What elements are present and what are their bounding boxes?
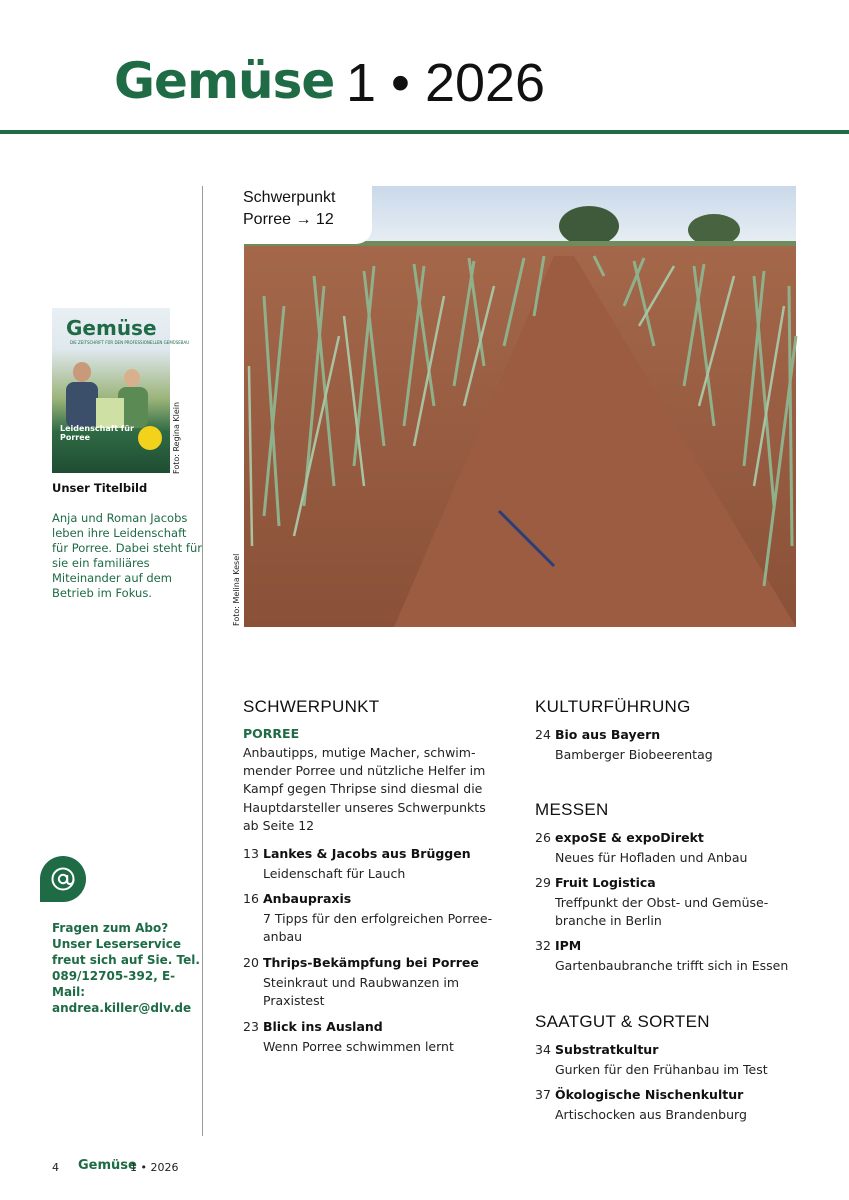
toc-entry[interactable] [535, 875, 805, 933]
toc-entry[interactable] [243, 846, 513, 886]
toc-page-number: 16 [243, 891, 259, 906]
toc-entry-subtitle: Gartenbaubranche trifft sich in Essen [555, 958, 789, 973]
section-heading-saatgut: SAATGUT & SORTEN [535, 1012, 710, 1031]
footer-page-number: 4 [52, 1161, 59, 1174]
toc-entry[interactable] [243, 1019, 513, 1059]
toc-entry-subtitle: 7 Tipps für den erfolgreichen Porreeanbau [263, 911, 493, 945]
toc-entry-title: Blick ins Ausland [263, 1019, 383, 1034]
toc-entry-title: IPM [555, 938, 582, 953]
footer-logo: Gemüse [78, 1158, 137, 1173]
toc-entry[interactable] [535, 1042, 805, 1082]
toc-entry-subtitle: Leidenschaft für Lauch [263, 866, 406, 881]
toc-entry-title: Ökologische Nischenkultur [555, 1087, 744, 1102]
toc-entry-subtitle: Wenn Porree schwimmen lernt [263, 1039, 454, 1054]
toc-entry[interactable] [535, 1087, 805, 1127]
toc-entry-title: Substratkultur [555, 1042, 659, 1057]
issue-number: 1 • 2026 [346, 53, 546, 113]
cover-headline: Leidenschaft für Porree [60, 424, 134, 442]
toc-page-number: 13 [243, 846, 259, 861]
leek-field-photo [244, 186, 796, 627]
magazine-logo: Gemüse [114, 52, 335, 110]
cover-people-illustration [52, 348, 170, 428]
toc-page-number: 24 [535, 727, 551, 742]
toc-entry-subtitle: Neues für Hofladen und Anbau [555, 850, 748, 865]
schwerpunkt-intro: Anbautipps, mutige Macher, schwimmender Porree und nützliche Helfer im Kampf gegen Thripse sind diesmal die Hauptdarsteller unseres Schwerpunkts ab Seite 12 [243, 745, 486, 833]
toc-entry-title: Anbaupraxis [263, 891, 352, 906]
toc-entry-subtitle: Gurken für den Frühanbau im Test [555, 1062, 768, 1077]
toc-entry-title: Lankes & Jacobs aus Brüggen [263, 846, 471, 861]
column-divider [202, 186, 203, 1136]
cover-tagline: DIE ZEITSCHRIFT FÜR DEN PROFESSIONELLEN GEMÜSEBAU [70, 340, 190, 345]
topic-porree: PORREE [243, 726, 300, 741]
photo-credit: Foto: Melina Kesel [232, 553, 241, 626]
section-heading-messen: MESSEN [535, 800, 609, 819]
section-heading-schwerpunkt: SCHWERPUNKT [243, 697, 380, 716]
toc-entry-subtitle: Artischocken aus Brandenburg [555, 1107, 747, 1122]
toc-entry[interactable] [535, 830, 805, 870]
subscription-service-text: Fragen zum Abo? Unser Leserservice freut sich auf Sie. Tel. 089/12705-392, E-Mail: andrea.killer@dlv.de [52, 921, 200, 1015]
cover-badge [138, 426, 162, 450]
toc-entry-subtitle: Treffpunkt der Obst- und Gemüsebranche in Berlin [555, 895, 769, 929]
toc-page-number: 37 [535, 1087, 551, 1102]
toc-entry-subtitle: Bamberger Biobeerentag [555, 747, 713, 762]
cover-caption-text: Anja und Roman Jacobs leben ihre Leidenschaft für Porree. Dabei steht für sie ein familiäres Miteinander auf dem Betrieb im Fokus. [52, 511, 202, 600]
at-icon [40, 856, 86, 902]
cover-caption-title: Unser Titelbild [52, 481, 148, 495]
section-heading-kulturfuehrung: KULTURFÜHRUNG [535, 697, 691, 716]
toc-page-number: 26 [535, 830, 551, 845]
cover-photo-credit: Foto: Regina Klein [172, 401, 181, 474]
toc-entry[interactable] [243, 891, 513, 949]
toc-entry-title: Bio aus Bayern [555, 727, 661, 742]
toc-page-number: 23 [243, 1019, 259, 1034]
toc-entry-title: Fruit Logistica [555, 875, 656, 890]
footer-issue: 1 • 2026 [130, 1161, 179, 1174]
header-rule [0, 130, 849, 134]
toc-entry[interactable] [535, 938, 805, 978]
focus-tag-line2[interactable]: Porree → 12 [243, 211, 334, 228]
toc-page-number: 34 [535, 1042, 551, 1057]
toc-page-number: 20 [243, 955, 259, 970]
toc-entry-title: Thrips-Bekämpfung bei Porree [263, 955, 479, 970]
toc-entry-subtitle: Steinkraut und Raubwanzen im Praxistest [263, 975, 460, 1009]
cover-logo: Gemüse [66, 316, 157, 340]
toc-entry-title: expoSE & expoDirekt [555, 830, 704, 845]
focus-tag-line1: Schwerpunkt [243, 189, 336, 206]
toc-page-number: 32 [535, 938, 551, 953]
toc-entry[interactable] [243, 955, 513, 1013]
toc-page-number: 29 [535, 875, 551, 890]
toc-entry[interactable] [535, 727, 805, 767]
